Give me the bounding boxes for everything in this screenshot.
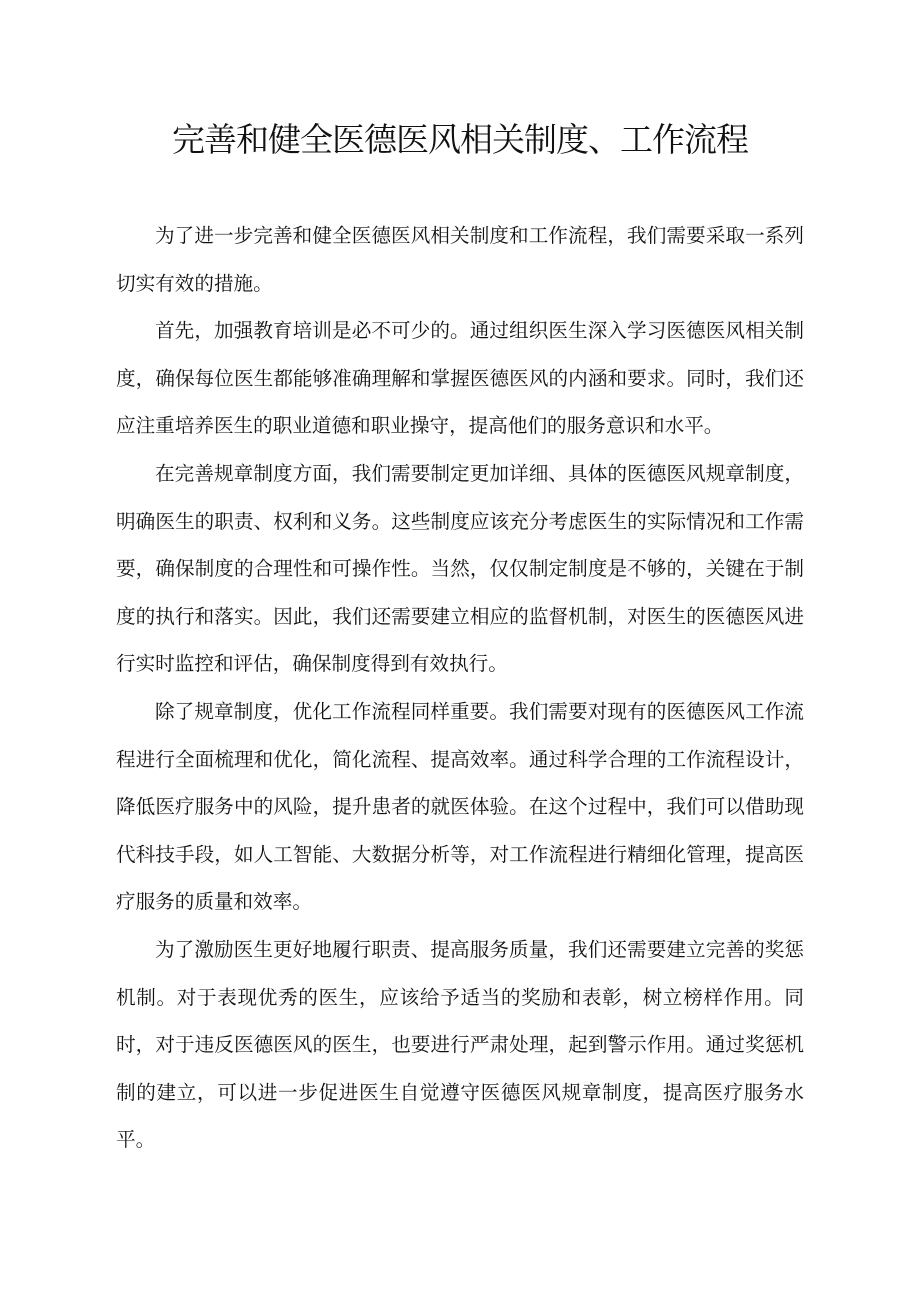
paragraph-5: 为了激励医生更好地履行职责、提高服务质量，我们还需要建立完善的奖惩机制。对于表现优秀的医生，应该给予适当的奖励和表彰，树立榜样作用。同时，对于违反医德医风的医生，也要进行严肃处理，起到警示作用。通过奖惩机制的建立，可以进一步促进医生自觉遵守医德医风规章制度，提高医疗服务水平。 — [116, 937, 804, 1152]
paragraph-3: 在完善规章制度方面，我们需要制定更加详细、具体的医德医风规章制度，明确医生的职责、权利和义务。这些制度应该充分考虑医生的实际情况和工作需要，确保制度的合理性和可操作性。当然，仅仅制定制度是不够的，关键在于制度的执行和落实。因此，我们还需要建立相应的监督机制，对医生的医德医风进行实时监控和评估，确保制度得到有效执行。 — [116, 461, 804, 676]
paragraph-1: 为了进一步完善和健全医德医风相关制度和工作流程，我们需要采取一系列切实有效的措施。 — [116, 224, 804, 295]
paragraph-2: 首先，加强教育培训是必不可少的。通过组织医生深入学习医德医风相关制度，确保每位医生都能够准确理解和掌握医德医风的内涵和要求。同时，我们还应注重培养医生的职业道德和职业操守，提高他们的服务意识和水平。 — [116, 319, 804, 438]
paragraph-4: 除了规章制度，优化工作流程同样重要。我们需要对现有的医德医风工作流程进行全面梳理和优化，简化流程、提高效率。通过科学合理的工作流程设计，降低医疗服务中的风险，提升患者的就医体验。在这个过程中，我们可以借助现代科技手段，如人工智能、大数据分析等，对工作流程进行精细化管理，提高医疗服务的质量和效率。 — [116, 699, 804, 914]
document-title: 完善和健全医德医风相关制度、工作流程 — [172, 120, 748, 159]
document-body — [116, 212, 804, 1164]
